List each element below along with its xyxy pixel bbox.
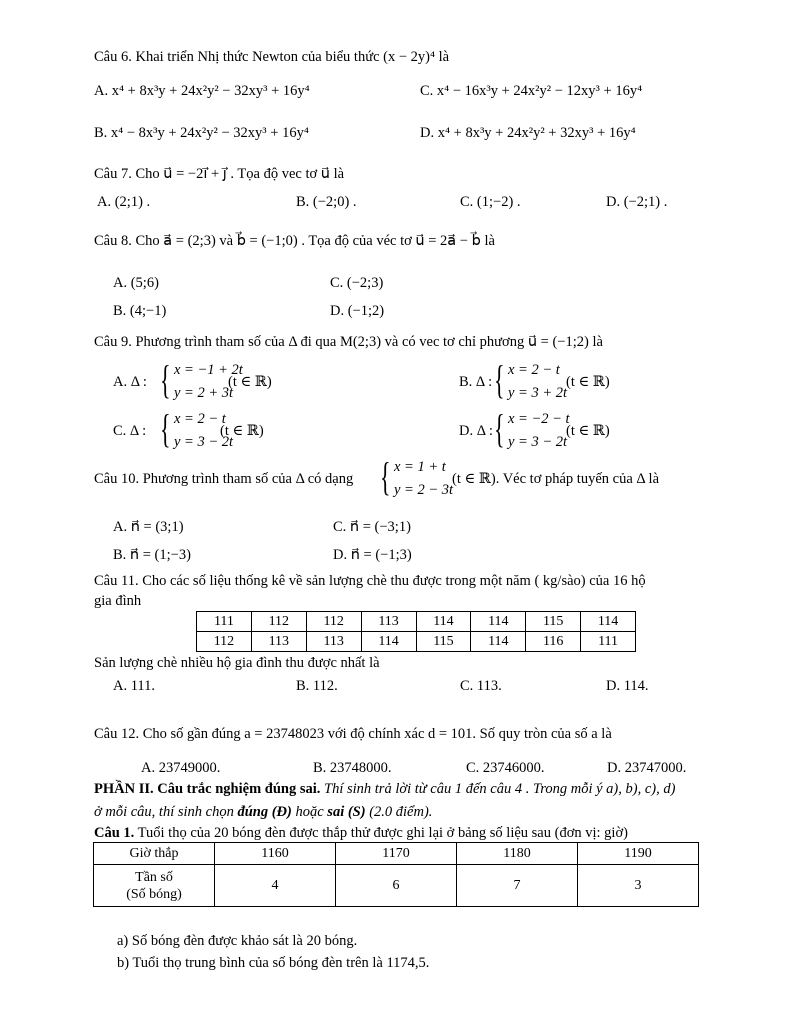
hours-header: Giờ thắp: [94, 843, 215, 865]
q11-table-row: [197, 612, 636, 632]
q9-b-brace: {: [494, 357, 505, 402]
q9-b-line2: y = 3 + 2t: [508, 385, 568, 401]
part2-instr2-mid: hoặc: [291, 804, 328, 820]
q9-a-brace: {: [160, 357, 171, 402]
q11-cell: 114: [581, 612, 636, 632]
q12-stem: Câu 12. Cho số gần đúng a = 23748023 với độ chính xác d = 101. Số quy tròn của số a là: [94, 726, 612, 742]
q10-option-a: A. n⃗ = (3;1): [113, 519, 184, 535]
part2-q1-stem: [94, 824, 628, 842]
q9-option-c-label: C. Δ :: [113, 423, 147, 439]
q10-option-b: B. n⃗ = (1;−3): [113, 547, 191, 563]
q8-option-a: A. (5;6): [113, 275, 159, 291]
q12-option-d: D. 23747000.: [607, 760, 687, 776]
q8-stem: Câu 8. Cho a⃗ = (2;3) và b⃗ = (−1;0) . Tọa độ của véc tơ u⃗ = 2a⃗ − b⃗ là: [94, 233, 495, 249]
q11-cell: 114: [471, 612, 526, 632]
part2-q1-statement-b: b) Tuổi thọ trung bình của số bóng đèn trên là 1174,5.: [117, 955, 430, 971]
q9-b-line1: x = 2 − t: [508, 362, 560, 378]
q9-a-line1: x = −1 + 2t: [174, 362, 243, 378]
q11-option-c: C. 113.: [460, 678, 502, 694]
q11-cell: 113: [251, 632, 306, 652]
q7-stem: Câu 7. Cho u⃗ = −2i⃗ + j⃗ . Tọa độ vec tơ u⃗ là: [94, 166, 345, 182]
part2-instr2-pre: ở mỗi câu, thí sinh chọn: [94, 804, 238, 820]
q9-a-cond: (t ∈ ℝ): [228, 374, 272, 390]
q6-option-d: D. x⁴ + 8x³y + 24x²y² + 32xy³ + 16y⁴: [420, 125, 636, 141]
q11-cell: 114: [471, 632, 526, 652]
q6-option-b: B. x⁴ − 8x³y + 24x²y² − 32xy³ + 16y⁴: [94, 125, 309, 141]
q10-option-c: C. n⃗ = (−3;1): [333, 519, 411, 535]
part2-instr2-true: đúng (Đ): [237, 804, 292, 820]
q10-stem-post: (t ∈ ℝ). Véc tơ pháp tuyến của Δ là: [452, 471, 660, 487]
frequency-header-line1: Tần số: [135, 869, 173, 885]
q11-cell: 112: [251, 612, 306, 632]
part2-q1-text: Tuổi thọ của 20 bóng đèn được thắp thử được ghi lại ở bảng số liệu sau (đơn vị: giờ): [134, 825, 628, 841]
q9-a-line2: y = 2 + 3t: [174, 385, 234, 401]
q7-option-d: D. (−2;1) .: [606, 194, 668, 210]
q9-b-cond: (t ∈ ℝ): [566, 374, 610, 390]
part2-q1-table: [93, 842, 699, 907]
q6-option-a: A. x⁴ + 8x³y + 24x²y² − 32xy³ + 16y⁴: [94, 83, 310, 99]
q9-d-line2: y = 3 − 2t: [508, 434, 568, 450]
q11-stem-line2: gia đình: [94, 593, 142, 609]
q11-cell: 113: [361, 612, 416, 632]
part2-title: PHẦN II. Câu trắc nghiệm đúng sai.: [94, 781, 321, 797]
q10-line2: y = 2 − 3t: [394, 482, 454, 498]
q11-cell: 114: [416, 612, 471, 632]
q7-option-c: C. (1;−2) .: [460, 194, 521, 210]
q9-option-a-label: A. Δ :: [113, 374, 147, 390]
q12-option-a: A. 23749000.: [141, 760, 221, 776]
q7-option-a: A. (2;1) .: [97, 194, 151, 210]
q10-line1: x = 1 + t: [394, 459, 446, 475]
q8-option-c: C. (−2;3): [330, 275, 384, 291]
q11-cell: 112: [197, 632, 252, 652]
hours-cell: 1190: [578, 843, 699, 865]
q11-option-d: D. 114.: [606, 678, 649, 694]
frequency-cell: 3: [578, 865, 699, 907]
q9-option-d-label: D. Δ :: [459, 423, 493, 439]
hours-cell: 1160: [215, 843, 336, 865]
q11-option-a: A. 111.: [113, 678, 156, 694]
q11-ask: Sản lượng chè nhiều hộ gia đình thu được nhất là: [94, 655, 380, 671]
q10-stem-pre: Câu 10. Phương trình tham số của Δ có dạng: [94, 471, 354, 487]
frequency-header: [94, 865, 215, 907]
q9-c-line1: x = 2 − t: [174, 411, 226, 427]
part2-instr2-post: (2.0 điểm).: [365, 804, 433, 820]
q9-d-cond: (t ∈ ℝ): [566, 423, 610, 439]
q11-cell: 114: [361, 632, 416, 652]
q12-option-b: B. 23748000.: [313, 760, 392, 776]
q11-data-table: [196, 611, 636, 652]
q9-c-line2: y = 3 − 2t: [174, 434, 234, 450]
q9-c-cond: (t ∈ ℝ): [220, 423, 264, 439]
q9-c-brace: {: [160, 406, 171, 451]
q7-option-b: B. (−2;0) .: [296, 194, 357, 210]
q11-cell: 115: [526, 612, 581, 632]
table-row: [94, 865, 699, 907]
table-row: [94, 843, 699, 865]
hours-cell: 1180: [457, 843, 578, 865]
q9-option-b-label: B. Δ :: [459, 374, 493, 390]
q6-option-c: C. x⁴ − 16x³y + 24x²y² − 12xy³ + 16y⁴: [420, 83, 643, 99]
q11-cell: 116: [526, 632, 581, 652]
q8-option-d: D. (−1;2): [330, 303, 385, 319]
q10-option-d: D. n⃗ = (−1;3): [333, 547, 412, 563]
q9-d-line1: x = −2 − t: [508, 411, 570, 427]
q8-option-b: B. (4;−1): [113, 303, 167, 319]
part2-instr2-false: sai (S): [327, 804, 366, 820]
q11-option-b: B. 112.: [296, 678, 338, 694]
frequency-cell: 4: [215, 865, 336, 907]
frequency-header-line2: (Số bóng): [126, 886, 182, 902]
q11-table-row: [197, 632, 636, 652]
frequency-cell: 7: [457, 865, 578, 907]
q6-stem: Câu 6. Khai triển Nhị thức Newton của biểu thức (x − 2y)⁴ là: [94, 49, 450, 65]
q11-cell: 115: [416, 632, 471, 652]
part2-instruction-line2: [94, 803, 432, 821]
q9-d-brace: {: [494, 406, 505, 451]
q11-stem-line1: Câu 11. Cho các số liệu thống kê về sản lượng chè thu được trong một năm ( kg/sào) của 16 hộ: [94, 573, 646, 589]
hours-cell: 1170: [336, 843, 457, 865]
q9-stem: Câu 9. Phương trình tham số của Δ đi qua M(2;3) và có vec tơ chỉ phương u⃗ = (−1;2) là: [94, 334, 603, 350]
part2-q1-label: Câu 1.: [94, 825, 135, 841]
q10-brace: {: [380, 454, 391, 499]
q11-cell: 112: [306, 612, 361, 632]
part2-heading: [94, 780, 675, 798]
part2-instruction-1: Thí sinh trả lời từ câu 1 đến câu 4 . Trong mỗi ý a), b), c), d): [320, 781, 676, 797]
q12-option-c: C. 23746000.: [466, 760, 545, 776]
frequency-cell: 6: [336, 865, 457, 907]
q11-cell: 111: [581, 632, 636, 652]
q11-cell: 113: [306, 632, 361, 652]
q11-cell: 111: [197, 612, 252, 632]
part2-q1-statement-a: a) Số bóng đèn được khảo sát là 20 bóng.: [117, 933, 358, 949]
